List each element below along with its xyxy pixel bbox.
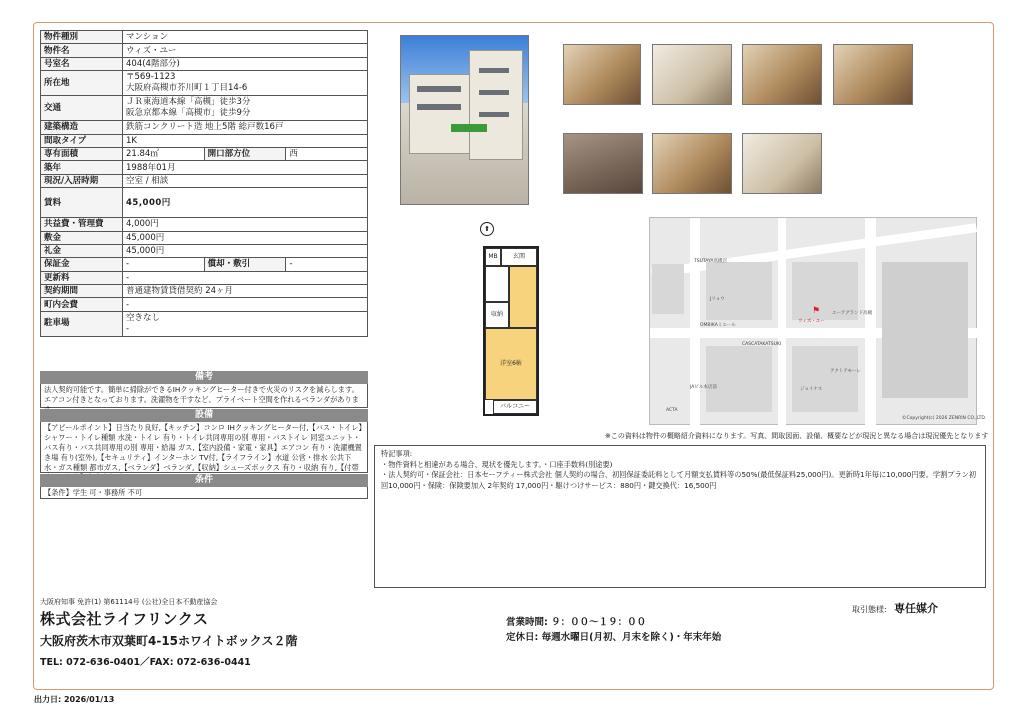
label-contract: 契約期間 — [41, 285, 123, 298]
label-rent: 賃料 — [41, 188, 123, 218]
label-area: 専有面積 — [41, 147, 123, 160]
transaction-label: 取引態様: — [852, 605, 887, 614]
label-orientation: 開口部方位 — [204, 147, 286, 160]
label-address: 所在地 — [41, 71, 123, 96]
property-table — [40, 30, 368, 337]
fp-room: 洋室6帖 — [485, 328, 537, 400]
map-label: ACTA — [666, 408, 678, 413]
label-layout: 間取タイプ — [41, 134, 123, 147]
building-window — [479, 112, 509, 117]
output-date: 出力日: 2026/01/13 — [34, 695, 115, 704]
fp-kitchen — [509, 266, 537, 328]
label-amortization: 償却・敷引 — [204, 258, 286, 271]
label-renewal: 更新料 — [41, 271, 123, 284]
building-window — [417, 86, 461, 92]
balcony-photo — [563, 133, 643, 194]
building-tower — [469, 50, 523, 160]
fp-storage: 収納 — [485, 302, 509, 328]
transit-line-2: 阪急京都本線「高槻市」徒歩9分 — [126, 108, 251, 119]
map-block — [792, 346, 858, 412]
building-window — [479, 90, 509, 95]
label-status: 現況/入居時期 — [41, 174, 123, 187]
company-address: 大阪府茨木市双葉町4-15ホワイトボックス２階 — [40, 634, 298, 648]
label-name: 物件名 — [41, 44, 123, 57]
fp-bath — [485, 266, 509, 302]
map-copyright: ©Copyright(c) 2026 ZENRIN CO.,LTD. — [902, 416, 987, 421]
shop-sign — [451, 124, 487, 132]
map-label: アクトアモーレ — [830, 369, 861, 374]
map-property-label: ウィズ・ユー — [798, 319, 825, 324]
room-photo-2 — [742, 44, 822, 105]
map-road — [690, 218, 700, 426]
business-holidays: 定休日: 毎週水曜日(月初、月末を除く)・年末年始 — [506, 632, 722, 643]
building-photo — [400, 35, 529, 205]
remarks-heading: 備考 — [40, 371, 368, 384]
company-block — [40, 597, 298, 668]
hallway-photo — [742, 133, 822, 194]
value-built: 1988年01月 — [123, 161, 368, 174]
business-hours: 営業時間: ９：００～１９：００ — [506, 617, 647, 628]
value-common-fee: 4,000円 — [123, 218, 368, 231]
notes-line-2: ・法人契約可・保証会社：日本セーフティー株式会社 個人契約の場合、初回保証委託料として月額支払賃料等の50%(最低保証料25,000円)。更新時1年毎に10,000円要。学割プラン初回10,000円・保険：保険要加入 2年契約 17,000円・駆けつけサービス：880円・鍵交換代：16,500円 — [381, 470, 977, 490]
value-parking — [123, 311, 368, 336]
value-contract: 普通建物賃貸借契約 24ヶ月 — [123, 285, 368, 298]
building-window — [479, 68, 509, 73]
floor-plan — [483, 246, 539, 416]
map-block — [706, 346, 772, 412]
postal-code: 〒569-1123 — [126, 72, 176, 83]
value-community-fee: - — [123, 298, 368, 311]
map-pin-icon: ⚑ — [812, 306, 821, 316]
address-text: 大阪府高槻市芥川町１丁目14-6 — [126, 83, 248, 94]
conditions-text: 【条件】学生 可・事務所 不可 — [40, 487, 368, 499]
label-built: 築年 — [41, 161, 123, 174]
room-photo-1 — [563, 44, 641, 105]
map-road — [778, 218, 786, 426]
map-label: Jリョウ — [710, 297, 725, 302]
area-map — [649, 217, 987, 425]
notes-line-1: ・物件資料と相違がある場合、現状を優先します。・口座手数料(別途要) — [381, 459, 613, 469]
remarks-text: 法人契約可能です。簡単に掃除ができるIHクッキングヒーター付きで火災のリスクを減らします。エアコン付きとなっております。洗濯物を干すなど、プライベート空間を作れるベランダがありま — [40, 384, 368, 408]
value-guarantee: - — [123, 258, 205, 271]
value-key-money: 45,000円 — [123, 244, 368, 257]
map-block — [882, 262, 968, 398]
label-parking: 駐車場 — [41, 311, 123, 336]
fp-mb: MB — [485, 248, 501, 266]
value-renewal: - — [123, 271, 368, 284]
value-type: マンション — [123, 31, 368, 44]
map-label: ジョイナス — [800, 387, 823, 392]
notes-heading: 特記事項: — [381, 449, 413, 458]
map-label: TSUTAYA高槻店 — [694, 259, 728, 264]
fp-entrance: 玄関 — [501, 248, 537, 266]
label-room: 号室名 — [41, 57, 123, 70]
transit-line-1: ＪＲ東海道本線「高槻」徒歩3分 — [126, 97, 251, 108]
label-transit: 交通 — [41, 96, 123, 121]
conditions-heading: 条件 — [40, 474, 368, 487]
value-deposit: 45,000円 — [123, 231, 368, 244]
value-status: 空室 / 相談 — [123, 174, 368, 187]
label-key-money: 礼金 — [41, 244, 123, 257]
value-orientation: 西 — [286, 147, 368, 160]
facilities-text: 【アピールポイント】日当たり良好,【キッチン】コンロ IHクッキングヒーター付,【バス・トイレ】シャワー・トイレ種類 水洗・トイレ 有り・トイレ共同専用の別 専用・バストイレ 同室ユニット・バス有り・バス共同専用の別 専用・給湯 ガス,【室内設備・家電・家具】エアコン 有り・洗濯機置き場 有り(室外),【セキュリティ】インターホン TV付,【ライフライン】水道 公営・排水 公共下水・ガス種類 都市ガス,【ベランダ】ベランダ,【収納】シューズボックス 有り・収納 有り,【付帯 — [40, 422, 368, 473]
map-label: ユーアグランド高槻 — [832, 311, 873, 316]
value-name: ウィズ・ユー — [123, 44, 368, 57]
kitchen-photo — [652, 44, 732, 105]
license-number: 大阪府知事 免許(1) 第61114号 (公社)全日本不動産協会 — [40, 598, 218, 606]
map-road — [865, 218, 876, 426]
parking-line-2: - — [126, 323, 130, 334]
value-transit — [123, 96, 368, 121]
map-label: CASCATAKATSUKI — [742, 342, 782, 347]
value-amortization: - — [286, 258, 368, 271]
company-name: 株式会社ライフリンクス — [40, 610, 209, 628]
label-deposit: 敷金 — [41, 231, 123, 244]
bath-photo — [833, 44, 913, 105]
label-community-fee: 町内会費 — [41, 298, 123, 311]
map-label: OMBIKAミエール — [700, 323, 736, 328]
special-notes — [374, 445, 986, 588]
value-rent: 45,000円 — [123, 188, 368, 218]
value-room: 404(4階部分) — [123, 57, 368, 70]
value-address — [123, 71, 368, 96]
building-window — [417, 104, 461, 110]
fp-balcony: バルコニー — [493, 400, 537, 414]
value-structure: 鉄筋コンクリート造 地上5階 総戸数16戸 — [123, 121, 368, 134]
company-tel: TEL: 072-636-0401／FAX: 072-636-0441 — [40, 657, 251, 668]
label-structure: 建築構造 — [41, 121, 123, 134]
entrance-photo — [652, 133, 732, 194]
parking-line-1: 空きなし — [126, 312, 161, 323]
map-block — [652, 264, 684, 314]
map-note: ※この資料は物件の概略紹介資料になります。写真、間取図面、設備、概要などが現況と異なる場合は現況優先となります — [605, 432, 989, 440]
facilities-heading: 設備 — [40, 409, 368, 422]
label-guarantee: 保証金 — [41, 258, 123, 271]
transaction-value: 専任媒介 — [894, 602, 938, 615]
map-label: JAビル本店前 — [690, 385, 717, 390]
label-type: 物件種別 — [41, 31, 123, 44]
label-common-fee: 共益費・管理費 — [41, 218, 123, 231]
value-area: 21.84㎡ — [123, 147, 205, 160]
value-layout: 1K — [123, 134, 368, 147]
compass-icon: ⬆ — [480, 222, 494, 236]
map-block — [706, 262, 772, 320]
